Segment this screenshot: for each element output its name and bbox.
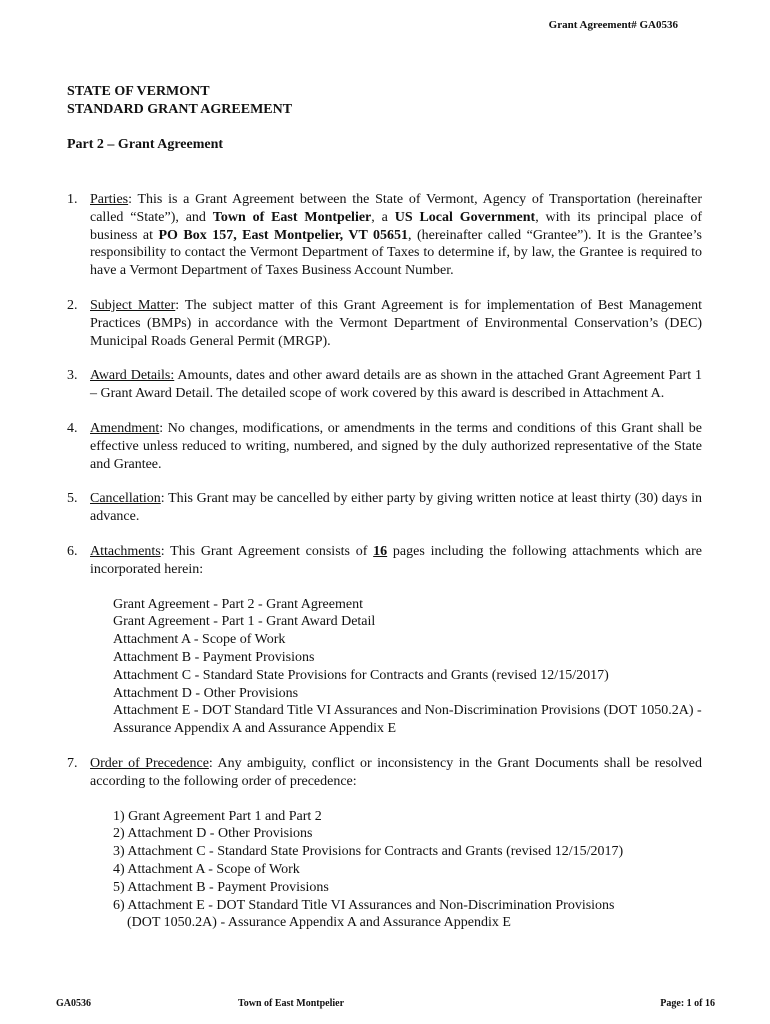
title-line-1: STATE OF VERMONT bbox=[67, 84, 210, 99]
list-item: Attachment D - Other Provisions bbox=[113, 685, 299, 701]
section-label: Subject Matter bbox=[90, 297, 176, 313]
section-label: Award Details: bbox=[90, 368, 175, 384]
footer-page-number: Page: 1 of 16 bbox=[660, 998, 715, 1009]
section-label: Order of Precedence bbox=[90, 755, 209, 771]
section-parties bbox=[67, 191, 702, 280]
text-run: Amounts, dates and other award details are as shown in the attached Grant Agreement Part 1 – Grant Award Detail. The detailed scope of work covered by this award is described in Attachment A. bbox=[90, 368, 703, 402]
section-attachments bbox=[67, 543, 702, 738]
section-number: 3. bbox=[67, 368, 78, 384]
section-text bbox=[90, 420, 702, 473]
section-text bbox=[90, 490, 702, 526]
section-text bbox=[90, 191, 702, 280]
list-item: Attachment B - Payment Provisions bbox=[113, 649, 315, 665]
section-order-of-precedence bbox=[67, 755, 702, 932]
section-subject-matter bbox=[67, 297, 702, 350]
list-item-continuation: (DOT 1050.2A) - Assurance Appendix A and Assurance Appendix E bbox=[127, 915, 511, 931]
text-run: : This is a Grant Agreement between the State of Vermont, Agency of Transportation (hereinafter called “State”), and bbox=[90, 192, 702, 225]
agreement-number: Grant Agreement# GA0536 bbox=[548, 19, 678, 31]
section-label: Amendment bbox=[90, 420, 160, 436]
text-run: : The subject matter of this Grant Agreement is for implementation of Best Management Practices (BMPs) in accordance with the Vermont Department of Environmental Conservation’s (DEC) Municipal Roads General Permit (MRGP). bbox=[90, 297, 703, 349]
list-item: Attachment E - DOT Standard Title VI Assurances and Non-Discrimination Provisions (DOT 1050.2A) - Assurance Appendix A and Assurance Appendix E bbox=[113, 703, 702, 737]
section-label: Attachments bbox=[90, 543, 161, 559]
text-run: : Any ambiguity, conflict or inconsistency in the Grant Documents shall be resolved according to the following order of precedence: bbox=[90, 755, 702, 789]
grantee-address: PO Box 157, East Montpelier, VT 05651 bbox=[158, 227, 409, 243]
section-text bbox=[90, 367, 702, 403]
text-run: : This Grant may be cancelled by either party by giving written notice at least thirty (30) days in advance. bbox=[90, 491, 702, 525]
section-number: 5. bbox=[67, 491, 78, 507]
text-run: : No changes, modifications, or amendments in the terms and conditions of this Grant shall be effective unless reduced to writing, numbered, and signed by the duly authorized representative of the State and Grantee. bbox=[90, 420, 702, 472]
document-title bbox=[67, 83, 292, 119]
text-run: : This Grant Agreement consists of bbox=[160, 543, 374, 559]
agreement-body bbox=[67, 191, 702, 949]
footer-grantee: Town of East Montpelier bbox=[238, 998, 345, 1009]
section-number: 6. bbox=[67, 543, 78, 559]
section-number: 7. bbox=[67, 755, 78, 771]
section-amendment bbox=[67, 420, 702, 473]
section-number: 4. bbox=[67, 420, 78, 436]
list-item: Attachment C - Standard State Provisions for Contracts and Grants (revised 12/15/2017) bbox=[113, 667, 609, 683]
list-item: Grant Agreement - Part 1 - Grant Award Detail bbox=[113, 614, 376, 630]
attachment-list bbox=[113, 596, 702, 738]
list-item: Attachment A - Scope of Work bbox=[113, 632, 286, 648]
text-run: pages including the following attachments which are incorporated herein: bbox=[90, 543, 702, 577]
text-run: , with its principal place of business at bbox=[90, 209, 703, 243]
section-text bbox=[90, 297, 702, 350]
footer-agreement-id: GA0536 bbox=[56, 998, 91, 1009]
text-run: , a bbox=[371, 209, 395, 225]
part-heading: Part 2 – Grant Agreement bbox=[67, 137, 224, 152]
list-item: Grant Agreement - Part 2 - Grant Agreement bbox=[113, 596, 363, 612]
list-item: 5) Attachment B - Payment Provisions bbox=[113, 879, 329, 895]
section-label: Cancellation bbox=[90, 491, 161, 507]
list-item: 1) Grant Agreement Part 1 and Part 2 bbox=[113, 808, 322, 824]
text-run: , (hereinafter called “Grantee”). It is the Grantee’s responsibility to contact the Vermont Department of Taxes to determine if, by law, the Grantee is required to have a Vermont Department of Taxes Business Account Number. bbox=[90, 227, 702, 279]
list-item: 4) Attachment A - Scope of Work bbox=[113, 861, 300, 877]
section-number: 2. bbox=[67, 297, 78, 313]
precedence-list bbox=[113, 808, 702, 933]
section-number: 1. bbox=[67, 192, 78, 207]
section-award-details bbox=[67, 367, 702, 403]
list-item: 6) Attachment E - DOT Standard Title VI Assurances and Non-Discrimination Provisions bbox=[113, 897, 615, 913]
grantee-name: Town of East Montpelier bbox=[212, 209, 372, 225]
section-label: Parties bbox=[90, 192, 129, 207]
page-count: 16 bbox=[373, 543, 388, 559]
grantee-type: US Local Government bbox=[394, 209, 536, 225]
section-text bbox=[90, 755, 702, 932]
list-item: 2) Attachment D - Other Provisions bbox=[113, 826, 313, 842]
list-item: 3) Attachment C - Standard State Provisions for Contracts and Grants (revised 12/15/2017) bbox=[113, 844, 624, 860]
section-cancellation bbox=[67, 490, 702, 526]
section-text bbox=[90, 543, 702, 738]
title-line-2: STANDARD GRANT AGREEMENT bbox=[67, 102, 293, 117]
